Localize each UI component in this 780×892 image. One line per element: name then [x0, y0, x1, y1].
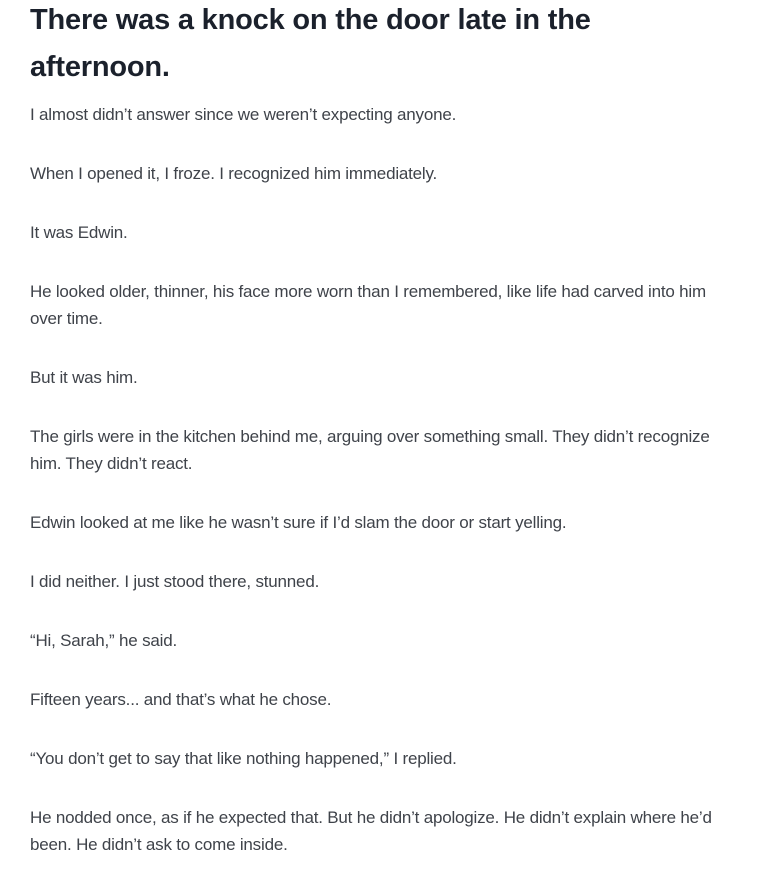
page-title: There was a knock on the door late in the afternoon.	[30, 4, 591, 83]
story-paragraph: “Hi, Sarah,” he said.	[30, 631, 177, 650]
story-paragraph: When I opened it, I froze. I recognized him immediately.	[30, 164, 438, 183]
story-paragraph: It was Edwin.	[30, 223, 128, 242]
story-paragraph: The girls were in the kitchen behind me, arguing over something small. They didn’t recognize him. They didn’t react.	[30, 427, 710, 473]
story-paragraph: Fifteen years... and that’s what he chose.	[30, 690, 332, 709]
story-paragraph: Edwin looked at me like he wasn’t sure if I’d slam the door or start yelling.	[30, 513, 567, 532]
story-paragraph: I almost didn’t answer since we weren’t expecting anyone.	[30, 105, 457, 124]
story-paragraph: “You don’t get to say that like nothing happened,” I replied.	[30, 749, 457, 768]
paragraph-list	[30, 101, 730, 858]
story-paragraph: He looked older, thinner, his face more worn than I remembered, like life had carved into him over time.	[30, 282, 706, 328]
story-paragraph: I did neither. I just stood there, stunned.	[30, 572, 320, 591]
story-paragraph: He nodded once, as if he expected that. But he didn’t apologize. He didn’t explain where he’d been. He didn’t ask to come inside.	[30, 808, 712, 854]
story-content	[30, 0, 730, 858]
story-paragraph: But it was him.	[30, 368, 138, 387]
